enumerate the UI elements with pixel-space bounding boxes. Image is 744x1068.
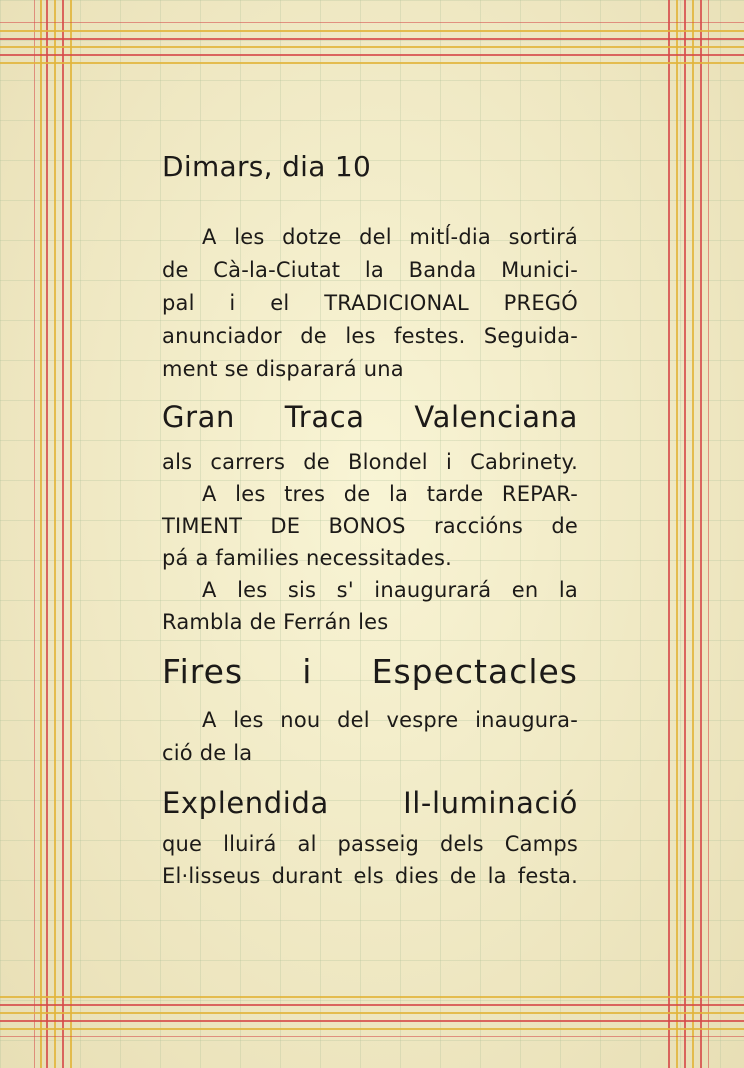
text-line: pá a families necessitades. <box>162 546 452 570</box>
text-line: que lluirá al passeig dels Camps <box>162 832 578 856</box>
text-line: A les tres de la tarde REPAR- <box>202 482 578 506</box>
border-line <box>0 62 744 64</box>
border-line <box>0 38 744 40</box>
border-line <box>0 54 744 56</box>
border-line <box>62 0 64 1068</box>
border-line <box>700 0 702 1068</box>
border-line <box>0 1036 744 1037</box>
text-line: A les dotze del mitĺ-dia sortirá <box>202 225 578 249</box>
heading-fires: Fires i Espectacles <box>162 652 578 691</box>
border-line <box>684 0 686 1068</box>
text-line: ment se disparará una <box>162 357 404 381</box>
border-line <box>676 0 678 1068</box>
border-line <box>34 0 35 1068</box>
border-line <box>0 46 744 48</box>
border-line <box>40 0 42 1068</box>
border-line <box>668 0 670 1068</box>
text-line: anunciador de les festes. Seguida- <box>162 324 578 348</box>
border-line <box>708 0 709 1068</box>
border-line <box>0 996 744 998</box>
border-line <box>0 1012 744 1014</box>
text-line: als carrers de Blondel i Cabrinety. <box>162 450 578 474</box>
heading-gran-traca: Gran Traca Valenciana <box>162 400 578 434</box>
border-line <box>0 1020 744 1022</box>
border-line <box>0 1004 744 1006</box>
text-line: A les nou del vespre inaugura- <box>202 708 578 732</box>
heading-illuminacio: Explendida Il-luminació <box>162 786 578 820</box>
text-line: TIMENT DE BONOS raccións de <box>162 514 578 538</box>
border-line <box>70 0 72 1068</box>
text-line: El·lisseus durant els dies de la festa. <box>162 864 578 888</box>
border-line <box>0 30 744 32</box>
text-line: pal i el TRADICIONAL PREGÓ <box>162 291 578 315</box>
text-line: de Cà-la-Ciutat la Banda Munici- <box>162 258 578 282</box>
border-line <box>54 0 56 1068</box>
text-line: A les sis s' inaugurará en la <box>202 578 578 602</box>
day-heading: Dimars, dia 10 <box>162 150 372 183</box>
border-line <box>0 22 744 23</box>
border-line <box>0 1028 744 1030</box>
text-line: Rambla de Ferrán les <box>162 610 389 634</box>
border-line <box>46 0 48 1068</box>
border-line <box>692 0 694 1068</box>
text-line: ció de la <box>162 741 253 765</box>
